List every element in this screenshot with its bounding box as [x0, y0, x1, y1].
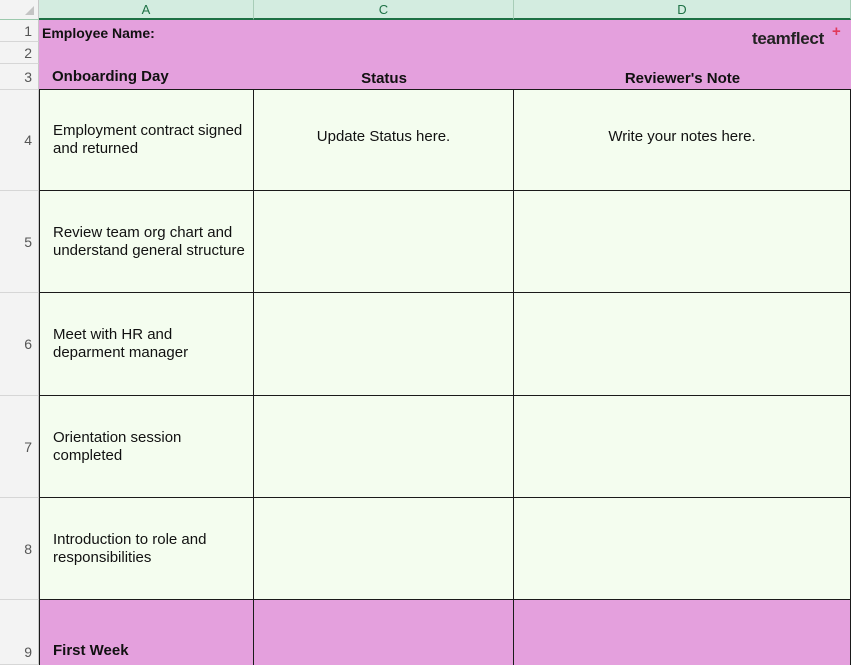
task-text: Introduction to role and responsibilities — [53, 530, 207, 566]
row-header-6[interactable]: 6 — [0, 293, 39, 396]
row-header-5[interactable]: 5 — [0, 191, 39, 293]
first-week-status-cell[interactable] — [254, 600, 514, 665]
row-header-4[interactable]: 4 — [0, 90, 39, 191]
row-header-1[interactable]: 1 — [0, 20, 39, 42]
task-text: Employment contract signed and returned — [53, 122, 243, 157]
logo-plus-icon: + — [832, 23, 841, 40]
row-header-2[interactable]: 2 — [0, 42, 39, 64]
note-cell[interactable] — [514, 90, 851, 191]
task-text: Meet with HR and deparment manager — [53, 326, 189, 361]
reviewer-note-column-title[interactable]: Reviewer's Note — [624, 70, 741, 87]
employee-name-label[interactable]: Employee Name: — [42, 25, 155, 41]
status-column-title[interactable]: Status — [361, 70, 407, 87]
note-placeholder-text: Write your notes here. — [608, 127, 756, 145]
first-week-note-cell[interactable] — [514, 600, 851, 665]
row-header-8[interactable]: 8 — [0, 498, 39, 600]
column-header-a[interactable]: A — [39, 0, 254, 20]
section-label-first-week[interactable]: First Week — [39, 600, 254, 665]
task-cell[interactable] — [39, 498, 254, 600]
row-header-3[interactable]: 3 — [0, 64, 39, 90]
column-header-d[interactable]: D — [514, 0, 851, 20]
status-cell[interactable] — [254, 498, 514, 600]
row-header-9[interactable]: 9 — [0, 600, 39, 665]
status-cell[interactable] — [254, 90, 514, 191]
section-label-onboarding-day[interactable]: Onboarding Day — [52, 68, 169, 85]
column-header-c[interactable]: C — [254, 0, 514, 20]
teamflect-logo — [752, 23, 847, 51]
note-cell[interactable] — [514, 396, 851, 498]
note-cell[interactable] — [514, 293, 851, 396]
status-placeholder-text: Update Status here. — [316, 127, 451, 145]
task-cell[interactable] — [39, 293, 254, 396]
status-cell[interactable] — [254, 191, 514, 293]
task-cell[interactable] — [39, 396, 254, 498]
status-cell[interactable] — [254, 396, 514, 498]
logo-text: teamflect — [752, 29, 824, 48]
select-all-corner[interactable] — [0, 0, 39, 20]
task-cell[interactable] — [39, 191, 254, 293]
task-text: Review team org chart and understand general structure — [53, 223, 245, 259]
task-text: Orientation session completed — [53, 428, 182, 464]
row-header-7[interactable]: 7 — [0, 396, 39, 498]
note-cell[interactable] — [514, 191, 851, 293]
select-all-triangle-icon — [25, 6, 34, 15]
task-cell[interactable] — [39, 90, 254, 191]
note-cell[interactable] — [514, 498, 851, 600]
status-cell[interactable] — [254, 293, 514, 396]
